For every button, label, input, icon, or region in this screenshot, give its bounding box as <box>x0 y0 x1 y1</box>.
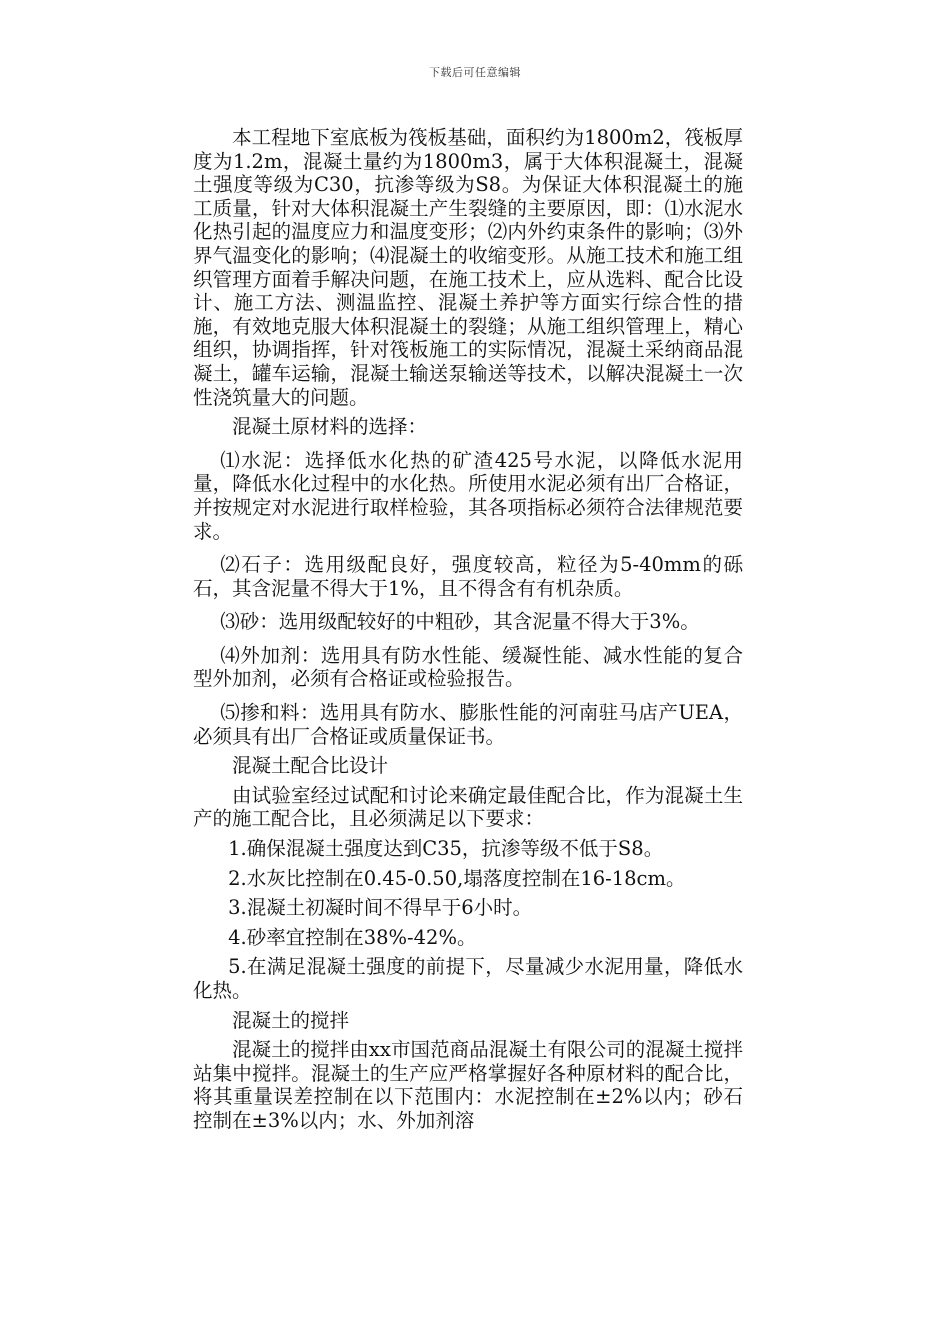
section-heading-mixing: 混凝土的搅拌 <box>232 1008 350 1032</box>
requirement-item: 4.砂率宜控制在38%-42%。 <box>228 925 477 949</box>
material-additive: ⑸掺和料：选用具有防水、膨胀性能的河南驻马店产UEA，必须具有出厂合格证或质量保证书。 <box>193 701 743 748</box>
material-gravel: ⑵石子：选用级配良好，强度较高，粒径为5-40mm的砾石，其含泥量不得大于1%，且不得含有有机杂质。 <box>193 553 743 600</box>
document-body <box>193 126 743 1133</box>
section-heading-mix-design: 混凝土配合比设计 <box>232 754 389 778</box>
page-header: 下载后可任意编辑 <box>429 66 521 79</box>
section-heading-materials: 混凝土原材料的选择： <box>232 415 428 439</box>
requirement-item: 2.水灰比控制在0.45-0.50,塌落度控制在16-18cm。 <box>228 866 686 890</box>
requirement-item: 3.混凝土初凝时间不得早于6小时。 <box>228 896 533 920</box>
requirement-item: 5.在满足混凝土强度的前提下，尽量减少水泥用量，降低水化热。 <box>193 955 743 1002</box>
mix-design-paragraph: 由试验室经过试配和讨论来确定最佳配合比，作为混凝土生产的施工配合比，且必须满足以下要求： <box>193 783 743 831</box>
intro-paragraph: 本工程地下室底板为筏板基础，面积约为1800m2，筏板厚度为1.2m，混凝土量约为1800m3，属于大体积混凝土，混凝土强度等级为C30，抗渗等级为S8。为保证大体积混凝土的施工质量，针对大体积混凝土产生裂缝的主要原因，即：⑴水泥水化热引起的温度应力和温度变形；⑵内外约束条件的影响；⑶外界气温变化的影响；⑷混凝土的收缩变形。从施工技术和施工组织管理方面着手解决问题，在施工技术上，应从选料、配合比设计、施工方法、测温监控、混凝土养护等方面实行综合性的措施，有效地克服大体积混凝土的裂缝；从施工组织管理上，精心组织，协调指挥，针对筏板施工的实际情况，混凝土采纳商品混凝土，罐车运输，混凝土输送泵输送等技术，以解决混凝土一次性浇筑量大的问题。 <box>193 126 743 409</box>
material-sand: ⑶砂：选用级配较好的中粗砂，其含泥量不得大于3%。 <box>220 610 700 634</box>
material-admixture: ⑷外加剂：选用具有防水性能、缓凝性能、减水性能的复合型外加剂，必须有合格证或检验报告。 <box>193 643 743 691</box>
requirement-item: 1.确保混凝土强度达到C35，抗渗等级不低于S8。 <box>228 837 664 861</box>
material-cement: ⑴水泥：选择低水化热的矿渣425号水泥，以降低水泥用量，降低水化过程中的水化热。所使用水泥必须有出厂合格证，并按规定对水泥进行取样检验，其各项指标必须符合法律规范要求。 <box>193 448 743 543</box>
mixing-paragraph: 混凝土的搅拌由xx市国范商品混凝土有限公司的混凝土搅拌站集中搅拌。混凝土的生产应严格掌握好各种原材料的配合比，将其重量误差控制在以下范围内：水泥控制在±2%以内；砂石控制在±3%以内；水、外加剂溶 <box>193 1038 743 1132</box>
